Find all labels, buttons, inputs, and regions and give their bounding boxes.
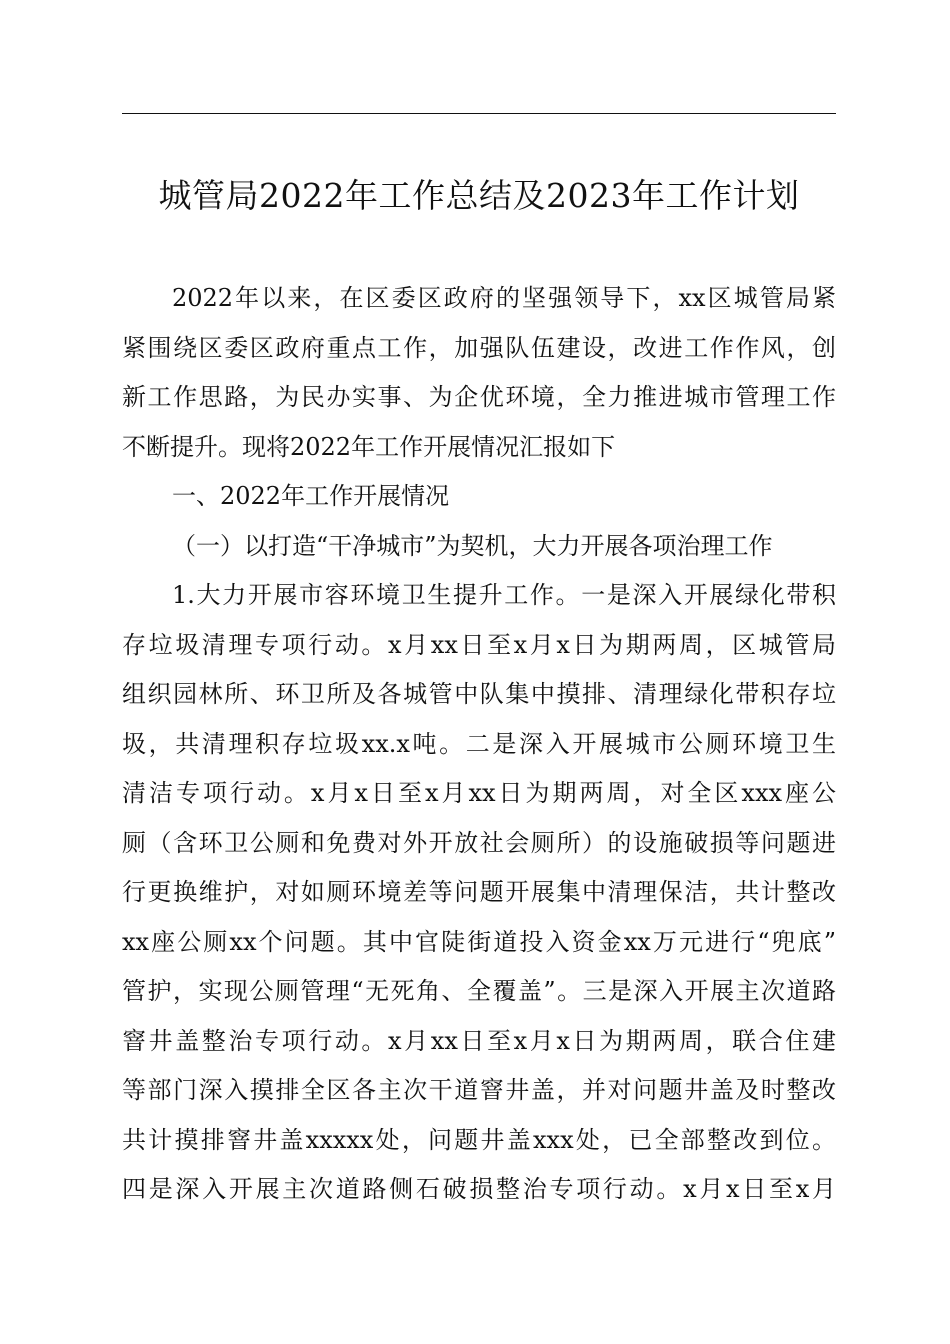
paragraph-line: 存垃圾清理专项行动。x月xx日至x月x日为期两周，区城管局	[122, 630, 836, 659]
paragraph-line: 管护，实现公厕管理“无死角、全覆盖”。三是深入开展主次道路	[122, 977, 836, 1005]
paragraph-line: 共计摸排窨井盖xxxxx处，问题井盖xxx处，已全部整改到位。	[122, 1125, 836, 1154]
document-body	[122, 274, 836, 1215]
header-rule	[122, 113, 836, 114]
paragraph-line: 厕（含环卫公厕和免费对外开放社会厕所）的设施破损等问题进	[122, 828, 836, 857]
paragraph-line: 1.大力开展市容环境卫生提升工作。一是深入开展绿化带积	[172, 581, 836, 609]
paragraph-line: xx座公厕xx个问题。其中官陡街道投入资金xx万元进行“兜底”	[122, 927, 836, 956]
paragraph-line: 等部门深入摸排全区各主次干道窨井盖，并对问题井盖及时整改	[122, 1076, 836, 1104]
paragraph-line: 不断提升。现将2022年工作开展情况汇报如下	[122, 432, 616, 461]
paragraph-line: 四是深入开展主次道路侧石破损整治专项行动。x月x日至x月	[122, 1175, 836, 1203]
document-title: 城管局2022年工作总结及2023年工作计划	[158, 176, 800, 215]
section-heading: 一、2022年工作开展情况	[172, 482, 450, 510]
paragraph-line: 窨井盖整治专项行动。x月xx日至x月x日为期两周，联合住建	[122, 1026, 836, 1055]
subsection-heading: （一）以打造“干净城市”为契机，大力开展各项治理工作	[172, 531, 773, 560]
paragraph-line: 紧围绕区委区政府重点工作，加强队伍建设，改进工作作风，创	[122, 333, 836, 362]
paragraph-line: 组织园林所、环卫所及各城管中队集中摸排、清理绿化带积存垃	[122, 680, 836, 708]
paragraph-line: 行更换维护，对如厕环境差等问题开展集中清理保洁，共计整改	[122, 878, 836, 906]
paragraph-line: 圾，共清理积存垃圾xx.x吨。二是深入开展城市公厕环境卫生	[122, 729, 836, 758]
paragraph-line: 2022年以来，在区委区政府的坚强领导下，xx区城管局紧	[172, 284, 836, 312]
paragraph-line: 清洁专项行动。x月x日至x月xx日为期两周，对全区xxx座公	[122, 779, 836, 807]
paragraph-line: 新工作思路，为民办实事、为企优环境，全力推进城市管理工作	[122, 383, 836, 411]
